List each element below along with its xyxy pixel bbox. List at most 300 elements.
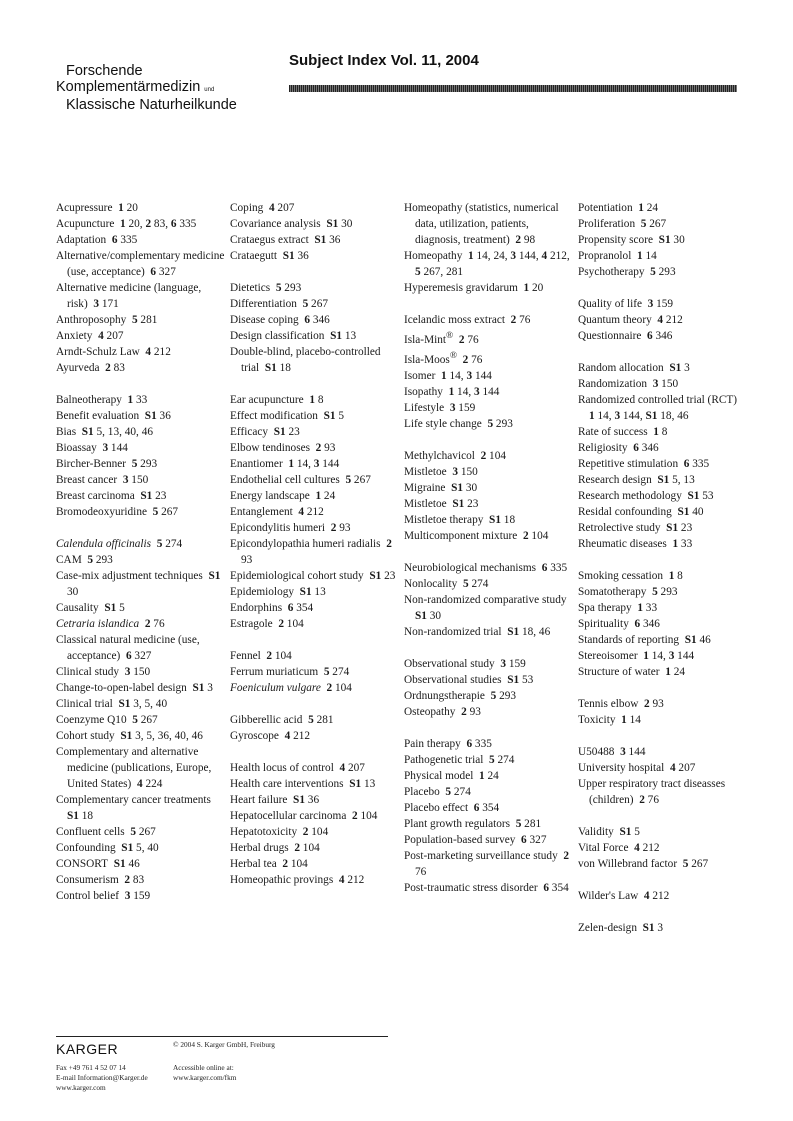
index-term: Mistletoe	[404, 465, 447, 478]
index-term: Clinical study	[56, 666, 120, 678]
index-term: Anxiety	[56, 330, 93, 342]
index-term: Enantiomer	[230, 458, 283, 470]
index-entry	[56, 248, 226, 280]
index-references: S1 5	[619, 826, 640, 838]
index-references: S1 5	[323, 410, 345, 422]
index-references: S1 40	[677, 506, 704, 518]
index-term: Adaptation	[56, 234, 107, 246]
index-term: Herbal drugs	[230, 842, 289, 854]
index-term: Isopathy	[404, 385, 443, 398]
index-entry	[404, 200, 574, 248]
index-term: Multicomponent mixture	[404, 529, 518, 542]
index-references: 4 207	[669, 762, 696, 774]
index-entry	[230, 520, 400, 536]
index-references: 2 104	[326, 682, 352, 694]
index-references: 1 20	[118, 202, 138, 214]
letter-gap	[578, 280, 748, 296]
index-references: 5 274	[463, 577, 489, 590]
index-entry	[56, 472, 226, 488]
index-references: 2 104	[294, 842, 320, 854]
index-references: 2 76	[510, 314, 531, 326]
index-references: 6 354	[543, 881, 569, 894]
index-term: Neurobiological mechanisms	[404, 561, 537, 574]
index-term: Validity	[578, 826, 614, 838]
index-term: Coping	[230, 202, 264, 214]
index-references: S1 46	[684, 634, 711, 646]
index-entry	[230, 504, 400, 520]
index-references: 4 207	[98, 330, 124, 342]
index-entry	[404, 880, 574, 896]
index-references: S1 30	[658, 234, 685, 246]
index-term: Disease coping	[230, 314, 299, 326]
index-entry	[230, 616, 400, 632]
index-references: S1 3, 5, 36, 40, 46	[120, 730, 203, 742]
index-term: Residal confounding	[578, 506, 672, 518]
journal-name-line-2	[56, 80, 237, 99]
letter-gap	[404, 544, 574, 560]
index-references: S1 23	[666, 522, 693, 534]
index-references: 4 207	[339, 762, 365, 774]
letter-gap	[578, 808, 748, 824]
index-term: Efficacy	[230, 426, 269, 438]
letter-gap	[578, 872, 748, 888]
index-term: Placebo	[404, 785, 440, 798]
index-references: 1 8	[668, 570, 683, 582]
index-entry	[578, 232, 748, 248]
index-term: Hyperemesis gravidarum	[404, 282, 518, 294]
index-references: 4 212	[145, 346, 171, 358]
index-term: Complementary cancer treatments	[56, 794, 211, 806]
index-references: 5 267	[132, 714, 158, 726]
index-term: Epidemiological cohort study	[230, 570, 364, 582]
index-term: Isla-Moos®	[404, 350, 457, 366]
index-entry	[56, 440, 226, 456]
index-entry	[56, 888, 226, 904]
index-entry	[230, 280, 400, 296]
index-term: Control belief	[56, 890, 120, 902]
index-term: Psychotherapy	[578, 266, 645, 278]
index-references: S1 3, 5, 40	[118, 698, 168, 710]
index-entry	[578, 776, 748, 808]
index-references: 2 76	[144, 618, 165, 630]
index-entry	[230, 408, 400, 424]
index-entry	[230, 712, 400, 728]
index-term: Isomer	[404, 369, 436, 382]
index-entry	[56, 488, 226, 504]
journal-name-line-1: Forschende	[66, 63, 143, 79]
index-term: Case-mix adjustment techniques	[56, 570, 203, 582]
index-term: Homeopathy	[404, 250, 463, 262]
index-entry	[56, 696, 226, 712]
index-references: S1 36	[282, 250, 309, 262]
index-term: Design classification	[230, 330, 325, 342]
index-references: S1 30	[415, 609, 442, 622]
index-term: Herbal tea	[230, 858, 277, 870]
index-term: Quantum theory	[578, 314, 652, 326]
index-column-3	[404, 200, 574, 896]
index-entry	[230, 536, 400, 568]
index-references: S1 18	[67, 810, 94, 822]
index-references: S1 18	[489, 513, 516, 526]
index-references: 2 104	[266, 650, 292, 662]
index-entry	[578, 488, 748, 504]
index-term: Coenzyme Q10	[56, 714, 127, 726]
index-references: 1 8	[309, 394, 324, 406]
email: E-mail Information@Karger.de	[56, 1073, 148, 1082]
index-entry	[404, 328, 574, 348]
index-term: Repetitive stimulation	[578, 458, 679, 470]
index-term: Icelandic moss extract	[404, 314, 505, 326]
index-references: 5 267	[130, 826, 156, 838]
index-term: Smoking cessation	[578, 570, 664, 582]
index-entry	[230, 392, 400, 408]
index-term: Migraine	[404, 481, 446, 494]
index-term: U50488	[578, 746, 615, 758]
index-entry	[404, 784, 574, 800]
index-term: Standards of reporting	[578, 634, 680, 646]
index-term: Structure of water	[578, 666, 660, 678]
index-term: Breast carcinoma	[56, 490, 135, 502]
index-term: Vital Force	[578, 842, 629, 854]
index-references: 6 327	[150, 266, 176, 278]
contact-info	[56, 1063, 148, 1093]
index-entry	[578, 648, 748, 664]
index-references: S1 13	[349, 778, 376, 790]
index-term: Entanglement	[230, 506, 293, 518]
index-references: 3 144	[102, 442, 128, 454]
index-entry	[578, 264, 748, 280]
index-references: 1 14, 3 144	[441, 369, 492, 382]
index-entry	[578, 696, 748, 712]
index-references: 5 293	[131, 458, 158, 470]
index-references: S1 18, 46	[507, 625, 551, 638]
index-references: 2 76	[639, 794, 659, 806]
index-term: Rheumatic diseases	[578, 538, 667, 550]
index-references: 1 8	[653, 426, 668, 438]
index-references: 5 274	[445, 785, 471, 798]
index-term: Epicondylopathia humeri radialis	[230, 538, 381, 550]
index-references: S1 36	[293, 794, 320, 806]
index-entry	[404, 512, 574, 528]
index-references: 4 207	[268, 202, 295, 214]
publisher-logo: KARGER	[56, 1041, 119, 1057]
index-references: 5 267	[302, 298, 329, 310]
index-term: Estragole	[230, 618, 273, 630]
index-term: Hepatotoxicity	[230, 826, 298, 838]
index-references: S1 53	[507, 673, 534, 686]
index-term: Balneotherapy	[56, 394, 122, 406]
index-entry	[56, 840, 226, 856]
index-term: Gyroscope	[230, 730, 279, 742]
index-references: S1 5, 13, 40, 46	[81, 426, 153, 438]
index-entry	[230, 856, 400, 872]
online-access	[173, 1063, 236, 1083]
index-entry	[404, 704, 574, 720]
index-entry	[404, 312, 574, 328]
index-entry	[230, 248, 400, 264]
index-entry	[230, 344, 400, 376]
index-term: Endothelial cell cultures	[230, 474, 340, 486]
index-entry	[578, 504, 748, 520]
index-entry	[230, 792, 400, 808]
index-term: Post-marketing surveillance study	[404, 849, 558, 862]
index-term: Causality	[56, 602, 99, 614]
index-references: 5 281	[515, 817, 542, 830]
index-entry	[404, 368, 574, 384]
index-term: Research design	[578, 474, 652, 486]
index-references: 6 335	[466, 737, 492, 750]
index-references: 5 281	[131, 314, 158, 326]
index-entry	[578, 296, 748, 312]
index-term: Somatotherapy	[578, 586, 647, 598]
index-references: 1 14, 3 144, S1 18, 46	[589, 410, 689, 422]
index-entry	[230, 200, 400, 216]
index-references: S1 30	[451, 481, 478, 494]
index-entry	[404, 832, 574, 848]
index-entry	[56, 632, 226, 664]
letter-gap	[404, 432, 574, 448]
index-entry	[56, 536, 226, 552]
index-references: S1 30	[67, 570, 221, 598]
index-entry	[404, 280, 574, 296]
letter-gap	[578, 728, 748, 744]
index-term: Wilder's Law	[578, 890, 639, 902]
index-entry	[230, 424, 400, 440]
index-entry	[56, 200, 226, 216]
index-term: Potentiation	[578, 202, 633, 214]
index-entry	[56, 872, 226, 888]
index-term: Retrolective study	[578, 522, 661, 534]
index-entry	[404, 688, 574, 704]
index-entry	[578, 328, 748, 344]
index-references: 4 212	[284, 730, 311, 742]
index-term: Hepatocellular carcinoma	[230, 810, 347, 822]
letter-gap	[578, 552, 748, 568]
index-references: 1 14, 3 144	[448, 385, 500, 398]
index-entry	[404, 560, 574, 576]
index-term: Covariance analysis	[230, 218, 321, 230]
index-term: Spa therapy	[578, 602, 632, 614]
index-term: Fennel	[230, 650, 261, 662]
index-entry	[56, 232, 226, 248]
index-references: 2 83	[124, 874, 145, 886]
index-column-2	[230, 200, 400, 888]
index-entry	[56, 680, 226, 696]
index-references: S1 5, 40	[121, 842, 159, 854]
index-entry	[578, 424, 748, 440]
index-term: Change-to-open-label design	[56, 682, 187, 694]
index-references: 5 281	[308, 714, 334, 726]
index-references: 5 293	[490, 689, 517, 702]
index-references: 5 274	[156, 538, 183, 550]
index-entry	[230, 312, 400, 328]
letter-gap	[230, 696, 400, 712]
index-term: Confluent cells	[56, 826, 125, 838]
index-entry	[578, 632, 748, 648]
index-term: Epicondylitis humeri	[230, 522, 326, 534]
index-references: 3 159	[500, 657, 526, 670]
index-references: 1 24	[479, 769, 499, 782]
letter-gap	[230, 376, 400, 392]
index-entry	[578, 600, 748, 616]
index-term: Endorphins	[230, 602, 283, 614]
index-term: Rate of success	[578, 426, 648, 438]
journal-name-und: und	[204, 86, 215, 93]
index-term: Proliferation	[578, 218, 636, 230]
index-references: 2 104	[522, 529, 549, 542]
index-references: 3 150	[122, 474, 149, 486]
index-term: Lifestyle	[404, 401, 445, 414]
index-references: 2 93	[461, 705, 481, 718]
index-term: Observational studies	[404, 673, 502, 686]
index-references: 4 212	[643, 890, 670, 902]
letter-gap	[56, 520, 226, 536]
index-references: 6 335	[541, 561, 568, 574]
index-references: 2 93	[644, 698, 664, 710]
index-term: Research methodology	[578, 490, 682, 502]
index-references: 1 33	[637, 602, 658, 614]
index-entry	[404, 624, 574, 640]
index-references: S1 3	[669, 362, 690, 374]
index-entry	[56, 600, 226, 616]
index-references: 5 293	[275, 282, 302, 294]
index-term: Non-randomized comparative study	[404, 593, 567, 606]
index-term: Methylchavicol	[404, 449, 475, 462]
index-term: Benefit evaluation	[56, 410, 140, 422]
index-term: Alternative medicine (language, risk)	[56, 282, 202, 310]
index-references: 2 104	[480, 449, 506, 462]
index-references: 3 144	[620, 746, 646, 758]
index-references: 3 150	[452, 465, 478, 478]
index-term: Foeniculum vulgare	[230, 682, 321, 694]
letter-gap	[230, 632, 400, 648]
index-entry	[404, 384, 574, 400]
index-entry	[56, 408, 226, 424]
index-term: Complementary and alternative medicine (publications, Europe, United States)	[56, 746, 212, 790]
index-entry	[578, 920, 748, 936]
index-entry	[578, 440, 748, 456]
index-column-1	[56, 200, 226, 904]
index-references: S1 18	[264, 362, 291, 374]
index-references: 6 335	[683, 458, 710, 470]
index-entry	[578, 712, 748, 728]
index-entry	[578, 616, 748, 632]
index-term: Pain therapy	[404, 737, 461, 750]
journal-logo	[56, 64, 237, 114]
index-term: Random allocation	[578, 362, 664, 374]
index-references: S1 30	[326, 218, 353, 230]
online-url: www.karger.com/fkm	[173, 1073, 237, 1082]
index-term: Tennis elbow	[578, 698, 639, 710]
index-term: Osteopathy	[404, 705, 456, 718]
index-term: Alternative/complementary medicine (use, acceptance)	[56, 250, 225, 278]
index-entry	[404, 656, 574, 672]
index-entry	[404, 768, 574, 784]
index-references: 4 212	[298, 506, 324, 518]
index-references: 6 335	[111, 234, 138, 246]
index-references: S1 3	[642, 922, 664, 934]
index-references: 5 293	[487, 417, 513, 430]
index-term: Post-traumatic stress disorder	[404, 881, 538, 894]
index-references: 4 224	[136, 778, 163, 790]
index-term: Classical natural medicine (use, acceptance)	[56, 634, 200, 662]
website: www.karger.com	[56, 1083, 106, 1092]
index-references: 3 159	[449, 401, 476, 414]
index-references: 1 14, 3 144	[643, 650, 695, 662]
index-entry	[578, 248, 748, 264]
index-references: 5 293	[652, 586, 678, 598]
index-term: Gibberellic acid	[230, 714, 303, 726]
index-entry	[578, 664, 748, 680]
journal-name-line-3: Klassische Naturheilkunde	[66, 97, 237, 113]
index-term: Physical model	[404, 769, 474, 782]
index-entry	[578, 200, 748, 216]
index-references: 3 159	[124, 890, 151, 902]
index-entry	[578, 472, 748, 488]
index-term: Propensity score	[578, 234, 653, 246]
index-entry	[578, 760, 748, 776]
index-entry	[578, 888, 748, 904]
index-entry	[230, 600, 400, 616]
letter-gap	[230, 264, 400, 280]
index-term: Bromodeoxyuridine	[56, 506, 147, 518]
index-entry	[230, 584, 400, 600]
index-term: von Willebrand factor	[578, 858, 678, 870]
index-term: Propranolol	[578, 250, 632, 262]
index-references: 2 76	[462, 353, 483, 366]
index-entry	[230, 648, 400, 664]
copyright: © 2004 S. Karger GmbH, Freiburg	[173, 1040, 275, 1049]
index-references: 1 14, 24, 3 144, 4 212, 5 267, 281	[415, 250, 570, 278]
index-entry	[404, 348, 574, 368]
index-entry	[404, 464, 574, 480]
index-references: 5 267	[640, 218, 667, 230]
index-term: Health locus of control	[230, 762, 334, 774]
index-term: Observational study	[404, 657, 495, 670]
index-references: 2 93	[315, 442, 336, 454]
index-entry	[578, 824, 748, 840]
index-entry	[56, 824, 226, 840]
index-references: 1 24	[665, 666, 685, 678]
index-entry	[56, 328, 226, 344]
index-entry	[230, 328, 400, 344]
index-entry	[578, 568, 748, 584]
index-term: Bircher-Benner	[56, 458, 127, 470]
index-entry	[404, 736, 574, 752]
index-entry	[404, 816, 574, 832]
index-term: Isla-Mint®	[404, 331, 454, 346]
index-references: S1 23	[452, 497, 479, 510]
index-references: 2 104	[278, 618, 304, 630]
index-term: Breast cancer	[56, 474, 118, 486]
index-term: Calendula officinalis	[56, 538, 152, 550]
index-entry	[56, 856, 226, 872]
index-references: S1 13	[330, 330, 357, 342]
index-references: 6 346	[647, 330, 673, 342]
index-references: 3 159	[647, 298, 674, 310]
index-references: 5 267	[682, 858, 709, 870]
index-entry	[404, 416, 574, 432]
index-term: Energy landscape	[230, 490, 310, 502]
index-references: S1 23	[273, 426, 300, 438]
index-references: 1 20, 2 83, 6 335	[120, 218, 197, 230]
letter-gap	[578, 904, 748, 920]
index-term: Religiosity	[578, 442, 628, 454]
index-term: Zelen-design	[578, 922, 637, 934]
index-entry	[230, 840, 400, 856]
index-entry	[230, 664, 400, 680]
index-term: Crataegus extract	[230, 234, 309, 246]
